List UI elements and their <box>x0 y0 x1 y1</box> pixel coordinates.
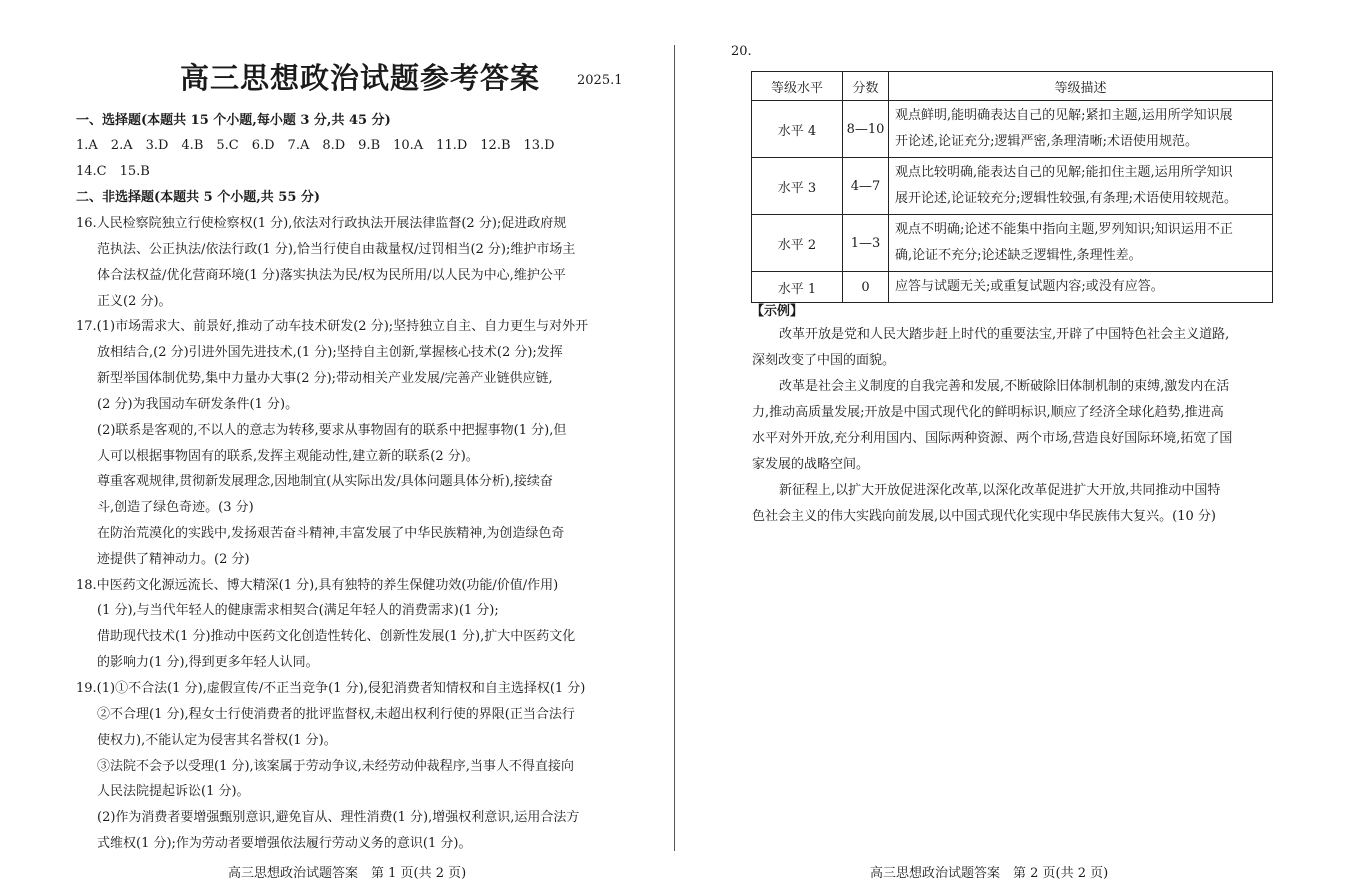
answer-line: ③法院不会予以受理(1 分),该案属于劳动争议,未经劳动仲裁程序,当事人不得直接向 <box>97 759 574 774</box>
page-divider <box>674 45 675 851</box>
footer-right: 高三思想政治试题答案 第 2 页(共 2 页) <box>870 866 1109 881</box>
answer-line: 人民法院提起诉讼(1 分)。 <box>97 784 250 799</box>
table-row <box>752 272 1273 303</box>
description-cell <box>889 101 1273 158</box>
description-line: 展开论述,论证较充分;逻辑性较强,有条理;术语使用较规范。 <box>895 191 1238 206</box>
answer-line: 迹提供了精神动力。(2 分) <box>97 552 250 567</box>
level-cell: 水平 1 <box>752 272 843 303</box>
example-line: 家发展的战略空间。 <box>752 457 870 472</box>
table-row <box>752 215 1273 272</box>
answer-line: 斗,创造了绿色奇迹。(3 分) <box>97 500 254 515</box>
example-line: 改革开放是党和人民大踏步赶上时代的重要法宝,开辟了中国特色社会主义道路, <box>779 327 1230 342</box>
description-cell <box>889 272 1273 303</box>
answer-line: 尊重客观规律,贯彻新发展理念,因地制宜(从实际出发/具体问题具体分析),接续奋 <box>97 474 553 489</box>
score-cell: 8—10 <box>843 101 889 158</box>
answer-line: (2)作为消费者要增强甄别意识,避免盲从、理性消费(1 分),增强权利意识,运用合法方 <box>97 810 580 825</box>
answer-line: 18.中医药文化源远流长、博大精深(1 分),具有独特的养生保健功效(功能/价值/作用) <box>76 578 559 593</box>
answer-line: 范执法、公正执法/依法行政(1 分),恰当行使自由裁量权/过罚相当(2 分);维护市场主 <box>97 242 576 257</box>
answer-line: 人可以根据事物固有的联系,发挥主观能动性,建立新的联系(2 分)。 <box>97 449 479 464</box>
table-header: 等级描述 <box>889 72 1273 101</box>
answer-line: (1 分),与当代年轻人的健康需求相契合(满足年轻人的消费需求)(1 分); <box>97 603 499 618</box>
description-line: 开论述,论证充分;逻辑严密,条理清晰;术语使用规范。 <box>895 134 1199 149</box>
level-cell: 水平 3 <box>752 158 843 215</box>
description-cell <box>889 158 1273 215</box>
table-row <box>752 158 1273 215</box>
answer-line: 在防治荒漠化的实践中,发扬艰苦奋斗精神,丰富发展了中华民族精神,为创造绿色奇 <box>97 526 565 541</box>
answer-line: 放相结合,(2 分)引进外国先进技术,(1 分);坚持自主创新,掌握核心技术(2 分);发挥 <box>97 345 563 360</box>
table-header: 分数 <box>843 72 889 101</box>
footer-left: 高三思想政治试题答案 第 1 页(共 2 页) <box>228 866 467 881</box>
example-line: 水平对外开放,充分利用国内、国际两种资源、两个市场,营造良好国际环境,拓宽了国 <box>752 431 1233 446</box>
question-number: 20. <box>731 44 752 59</box>
answer-line: 新型举国体制优势,集中力量办大事(2 分);带动相关产业发展/完善产业链供应链, <box>97 371 553 386</box>
answer-line: 的影响力(1 分),得到更多年轻人认同。 <box>97 655 319 670</box>
answer-line: 借助现代技术(1 分)推动中医药文化创造性转化、创新性发展(1 分),扩大中医药文化 <box>97 629 576 644</box>
example-line: 色社会主义的伟大实践向前发展,以中国式现代化实现中华民族伟大复兴。(10 分) <box>752 509 1216 524</box>
answer-line: 16.人民检察院独立行使检察权(1 分),依法对行政执法开展法律监督(2 分);促进政府规 <box>76 216 567 231</box>
exam-date: 2025.1 <box>577 73 623 88</box>
table-header: 等级水平 <box>752 72 843 101</box>
grading-table <box>751 71 1273 303</box>
description-line: 应答与试题无关;或重复试题内容;或没有应答。 <box>895 279 1164 294</box>
example-line: 改革是社会主义制度的自我完善和发展,不断破除旧体制机制的束缚,激发内在活 <box>779 379 1230 394</box>
description-line: 观点不明确;论述不能集中指向主题,罗列知识;知识运用不正 <box>895 222 1233 237</box>
description-line: 确,论证不充分;论述缺乏逻辑性,条理性差。 <box>895 248 1142 263</box>
example-heading: 【示例】 <box>751 304 804 319</box>
table-header-row <box>752 72 1273 101</box>
answer-line: 17.(1)市场需求大、前景好,推动了动车技术研发(2 分);坚持独立自主、自力更生与对外开 <box>76 319 589 334</box>
score-cell: 0 <box>843 272 889 303</box>
answer-line: 19.(1)①不合法(1 分),虚假宣传/不正当竞争(1 分),侵犯消费者知情权和自主选择权(1 分) <box>76 681 586 696</box>
answer-line: 体合法权益/优化营商环境(1 分)落实执法为民/权为民所用/以人民为中心,维护公平 <box>97 268 566 283</box>
example-line: 深刻改变了中国的面貌。 <box>752 353 896 368</box>
answers-line-2: 14.C 15.B <box>76 164 150 179</box>
section1-heading: 一、选择题(本题共 15 个小题,每小题 3 分,共 45 分) <box>76 113 391 128</box>
example-line: 新征程上,以扩大开放促进深化改革,以深化改革促进扩大开放,共同推动中国特 <box>779 483 1221 498</box>
section2-heading: 二、非选择题(本题共 5 个小题,共 55 分) <box>76 190 321 205</box>
right-page <box>676 0 1350 896</box>
example-line: 力,推动高质量发展;开放是中国式现代化的鲜明标识,顺应了经济全球化趋势,推进高 <box>752 405 1224 420</box>
answer-line: ②不合理(1 分),程女士行使消费者的批评监督权,未超出权利行使的界限(正当合法行 <box>97 707 575 722</box>
table-row <box>752 101 1273 158</box>
answer-line: 正义(2 分)。 <box>97 294 172 309</box>
answer-line: 使权力),不能认定为侵害其名誉权(1 分)。 <box>97 733 337 748</box>
description-cell <box>889 215 1273 272</box>
level-cell: 水平 4 <box>752 101 843 158</box>
level-cell: 水平 2 <box>752 215 843 272</box>
answers-line-1: 1.A 2.A 3.D 4.B 5.C 6.D 7.A 8.D 9.B 10.A 11.D 12.B 13.D <box>76 138 555 153</box>
description-line: 观点比较明确,能表达自己的见解;能扣住主题,运用所学知识 <box>895 165 1233 180</box>
page-title: 高三思想政治试题参考答案 <box>180 61 541 95</box>
score-cell: 1—3 <box>843 215 889 272</box>
score-cell: 4—7 <box>843 158 889 215</box>
answer-line: (2 分)为我国动车研发条件(1 分)。 <box>97 397 299 412</box>
answer-line: 式维权(1 分);作为劳动者要增强依法履行劳动义务的意识(1 分)。 <box>97 836 472 851</box>
description-line: 观点鲜明,能明确表达自己的见解;紧扣主题,运用所学知识展 <box>895 108 1233 123</box>
answer-line: (2)联系是客观的,不以人的意志为转移,要求从事物固有的联系中把握事物(1 分),但 <box>97 423 567 438</box>
